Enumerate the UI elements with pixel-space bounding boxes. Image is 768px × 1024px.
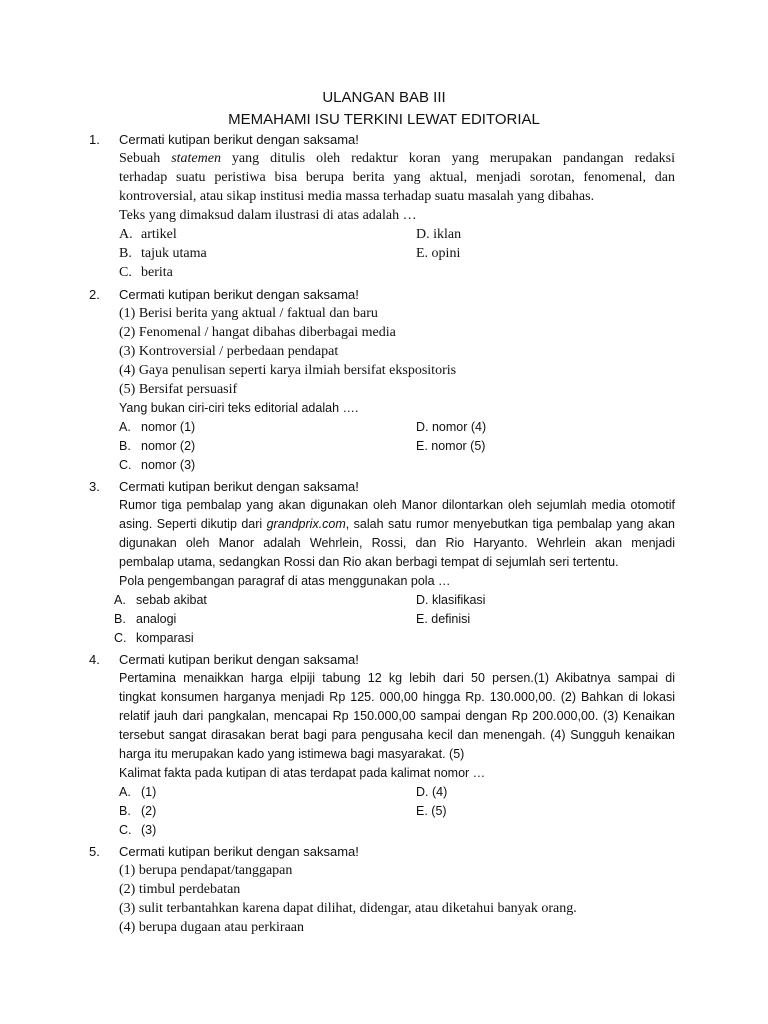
option-e[interactable]: E. opini — [416, 246, 461, 261]
option-a[interactable]: A. sebab akibat — [114, 593, 207, 607]
passage-line: harga itu merupakan kado yang istimewa bagi masyarakat. (5) — [119, 747, 465, 761]
statement-line: (1) Berisi berita yang aktual / faktual dan baru — [119, 306, 378, 321]
option-e[interactable]: E. definisi — [416, 612, 471, 626]
option-a[interactable]: A. (1) — [119, 785, 157, 799]
passage-line: asing. Seperti dikutip dari grandprix.com, salah satu rumor menyebutkan tiga pembalap yang akan — [119, 517, 675, 531]
option-e[interactable]: E. (5) — [416, 804, 447, 818]
option-a[interactable]: A. artikel — [119, 227, 177, 242]
option-b[interactable]: B. (2) — [119, 804, 157, 818]
option-c[interactable]: C. komparasi — [114, 631, 194, 645]
statement-line: (5) Bersifat persuasif — [119, 382, 238, 397]
option-d[interactable]: D. klasifikasi — [416, 593, 486, 607]
exam-title: ULANGAN BAB III — [322, 89, 446, 106]
question-prompt: Pola pengembangan paragraf di atas menggunakan pola … — [119, 574, 451, 588]
passage-line: tersebut sangat dirasakan berat bagi para pengusaha kecil dan menengah. (4) Sungguh kenaikan — [119, 728, 675, 742]
passage-line: Rumor tiga pembalap yang akan digunakan oleh Manor dilontarkan oleh sejumlah media otomotif — [119, 498, 675, 512]
option-c[interactable]: C. berita — [119, 265, 173, 280]
statement-line: (1) berupa pendapat/tanggapan — [119, 863, 293, 878]
option-b[interactable]: B. analogi — [114, 612, 177, 626]
option-c[interactable]: C. nomor (3) — [119, 458, 196, 472]
question-number: 4. — [89, 652, 100, 667]
question-instruction: Cermati kutipan berikut dengan saksama! — [119, 287, 359, 302]
question-number: 2. — [89, 287, 100, 302]
statement-line: (4) berupa dugaan atau perkiraan — [119, 920, 305, 935]
question-prompt: Yang bukan ciri-ciri teks editorial adalah …. — [119, 401, 359, 415]
question-number: 5. — [89, 844, 100, 859]
passage-line: Pertamina menaikkan harga elpiji tabung 12 kg lebih dari 50 persen.(1) Akibatnya sampai di — [119, 671, 675, 685]
question-instruction: Cermati kutipan berikut dengan saksama! — [119, 132, 359, 147]
option-b[interactable]: B. nomor (2) — [119, 439, 196, 453]
statement-line: (3) Kontroversial / perbedaan pendapat — [119, 344, 339, 359]
option-d[interactable]: D. nomor (4) — [416, 420, 487, 434]
passage-line: tingkat konsumen harganya menjadi Rp 125. 000,00 hingga Rp. 130.000,00. (2) Bahkan di lokasi — [119, 690, 675, 704]
option-a[interactable]: A. nomor (1) — [119, 420, 196, 434]
passage-line: kontroversial, atau sikap institusi media massa terhadap suatu masalah yang dibahas. — [119, 189, 595, 204]
option-e[interactable]: E. nomor (5) — [416, 439, 486, 453]
question-instruction: Cermati kutipan berikut dengan saksama! — [119, 844, 359, 859]
statement-line: (4) Gaya penulisan seperti karya ilmiah bersifat ekspositoris — [119, 363, 457, 378]
question-instruction: Cermati kutipan berikut dengan saksama! — [119, 479, 359, 494]
question-number: 1. — [89, 132, 100, 147]
statement-line: (3) sulit terbantahkan karena dapat dilihat, didengar, atau diketahui banyak orang. — [119, 901, 577, 916]
question-prompt: Teks yang dimaksud dalam ilustrasi di atas adalah … — [119, 208, 417, 223]
statement-line: (2) timbul perdebatan — [119, 882, 241, 897]
question-number: 3. — [89, 479, 100, 494]
option-d[interactable]: D. (4) — [416, 785, 448, 799]
statement-line: (2) Fenomenal / hangat dibahas diberbagai media — [119, 325, 396, 340]
passage-line: relatif jauh dari pangkalan, mencapai Rp 150.000,00 sampai dengan Rp 200.000,00. (3) Kenaikan — [119, 709, 675, 723]
passage-line: Sebuah statemen yang ditulis oleh redaktur koran yang merupakan pandangan redaksi — [119, 151, 675, 166]
passage-line: pembalap utama, sedangkan Rossi dan Rio akan berbagi tempat di sejumlah seri tertentu. — [119, 555, 619, 569]
passage-line: digunakan oleh Manor adalah Wehrlein, Rossi, dan Rio Haryanto. Wehrlein akan menjadi — [119, 536, 675, 550]
exam-subtitle: MEMAHAMI ISU TERKINI LEWAT EDITORIAL — [228, 111, 540, 128]
option-d[interactable]: D. iklan — [416, 227, 462, 242]
option-b[interactable]: B. tajuk utama — [119, 246, 207, 261]
question-instruction: Cermati kutipan berikut dengan saksama! — [119, 652, 359, 667]
passage-line: terhadap suatu peristiwa bisa berupa berita yang aktual, menjadi sorotan, fenomenal, dan — [119, 170, 675, 185]
option-c[interactable]: C. (3) — [119, 823, 157, 837]
question-prompt: Kalimat fakta pada kutipan di atas terdapat pada kalimat nomor … — [119, 766, 486, 780]
